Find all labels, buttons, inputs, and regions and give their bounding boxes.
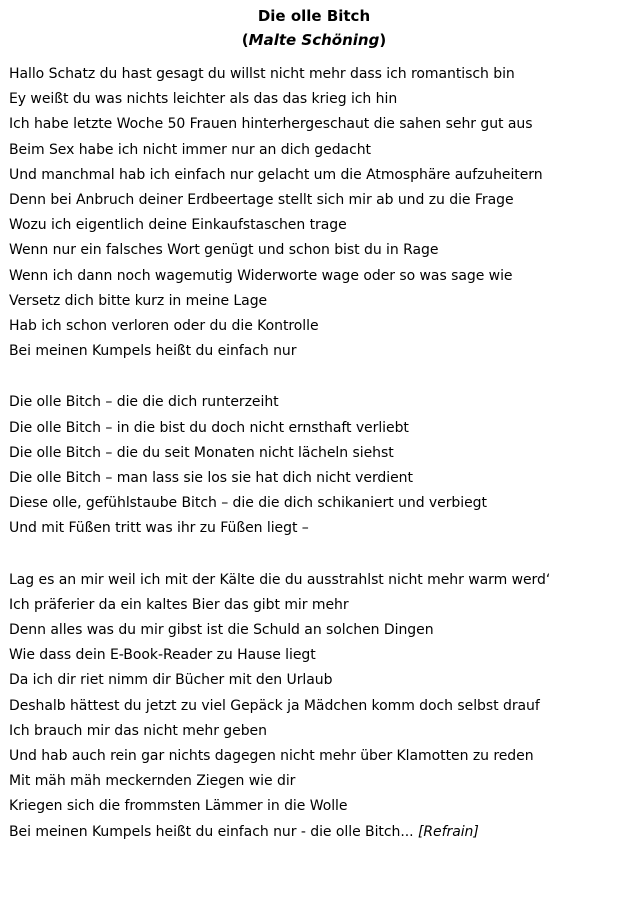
lyric-line: Ich brauch mir das nicht mehr geben — [9, 722, 267, 739]
lyric-line: Wie dass dein E-Book-Reader zu Hause liegt — [9, 647, 316, 664]
lyric-line: Denn bei Anbruch deiner Erdbeertage stellt sich mir ab und zu die Frage — [9, 192, 514, 209]
lyric-line: Die olle Bitch – die die dich runterzeiht — [9, 394, 279, 411]
refrain — [9, 390, 619, 541]
lyric-line: Und mit Füßen tritt was ihr zu Füßen liegt – — [9, 520, 309, 537]
lyric-line: Versetz dich bitte kurz in meine Lage — [9, 292, 268, 309]
verse-1 — [9, 62, 619, 364]
lyric-line: Hab ich schon verloren oder du die Kontrolle — [9, 318, 319, 335]
lyric-line: Die olle Bitch – in die bist du doch nicht ernsthaft verliebt — [9, 419, 409, 436]
lyric-line: Ich habe letzte Woche 50 Frauen hinterhergeschaut die sahen sehr gut aus — [9, 116, 533, 133]
lyrics-page — [0, 6, 619, 918]
lyric-line: Die olle Bitch – man lass sie los sie hat dich nicht verdient — [9, 470, 413, 487]
lyric-line: Deshalb hättest du jetzt zu viel Gepäck ja Mädchen komm doch selbst drauf — [9, 697, 540, 714]
lyric-line: Wenn ich dann noch wagemutig Widerworte wage oder so was sage wie — [9, 267, 513, 284]
verse-2 — [9, 568, 619, 845]
lyric-line: Lag es an mir weil ich mit der Kälte die du ausstrahlst nicht mehr warm werd‘ — [9, 571, 551, 588]
refrain-tag: [Refrain] — [417, 823, 479, 840]
lyric-line: Die olle Bitch – die du seit Monaten nicht lächeln siehst — [9, 444, 394, 461]
lyric-line-final — [9, 820, 619, 845]
lyric-line: Mit mäh mäh meckernden Ziegen wie dir — [9, 773, 296, 790]
lyric-line: Ich präferier da ein kaltes Bier das gibt mir mehr — [9, 596, 349, 613]
lyric-line: Kriegen sich die frommsten Lämmer in die Wolle — [9, 798, 348, 815]
lyric-line: Ey weißt du was nichts leichter als das das krieg ich hin — [9, 91, 398, 108]
lyric-line: Wozu ich eigentlich deine Einkaufstaschen trage — [9, 217, 347, 234]
song-title: Die olle Bitch — [257, 7, 371, 25]
lyric-line: Und manchmal hab ich einfach nur gelacht um die Atmosphäre aufzuheitern — [9, 166, 543, 183]
author-name: Malte Schöning — [248, 31, 380, 49]
lyric-line: Da ich dir riet nimm dir Bücher mit den Urlaub — [9, 672, 333, 689]
lyric-line: Denn alles was du mir gibst ist die Schuld an solchen Dingen — [9, 622, 434, 639]
lyric-line: Beim Sex habe ich nicht immer nur an dich gedacht — [9, 141, 371, 158]
lyric-line: Hallo Schatz du hast gesagt du willst nicht mehr dass ich romantisch bin — [9, 66, 515, 82]
lyric-line: Diese olle, gefühlstaube Bitch – die die dich schikaniert und verbiegt — [9, 495, 487, 512]
lyric-line: Bei meinen Kumpels heißt du einfach nur — [9, 343, 297, 360]
author-paren-open: ( — [241, 31, 249, 49]
final-line-text: Bei meinen Kumpels heißt du einfach nur - die olle Bitch... — [9, 823, 418, 840]
lyric-line: Und hab auch rein gar nichts dagegen nicht mehr über Klamotten zu reden — [9, 748, 534, 765]
song-author — [9, 30, 619, 50]
lyric-line: Wenn nur ein falsches Wort genügt und schon bist du in Rage — [9, 242, 439, 259]
author-paren-close: ) — [379, 31, 387, 49]
